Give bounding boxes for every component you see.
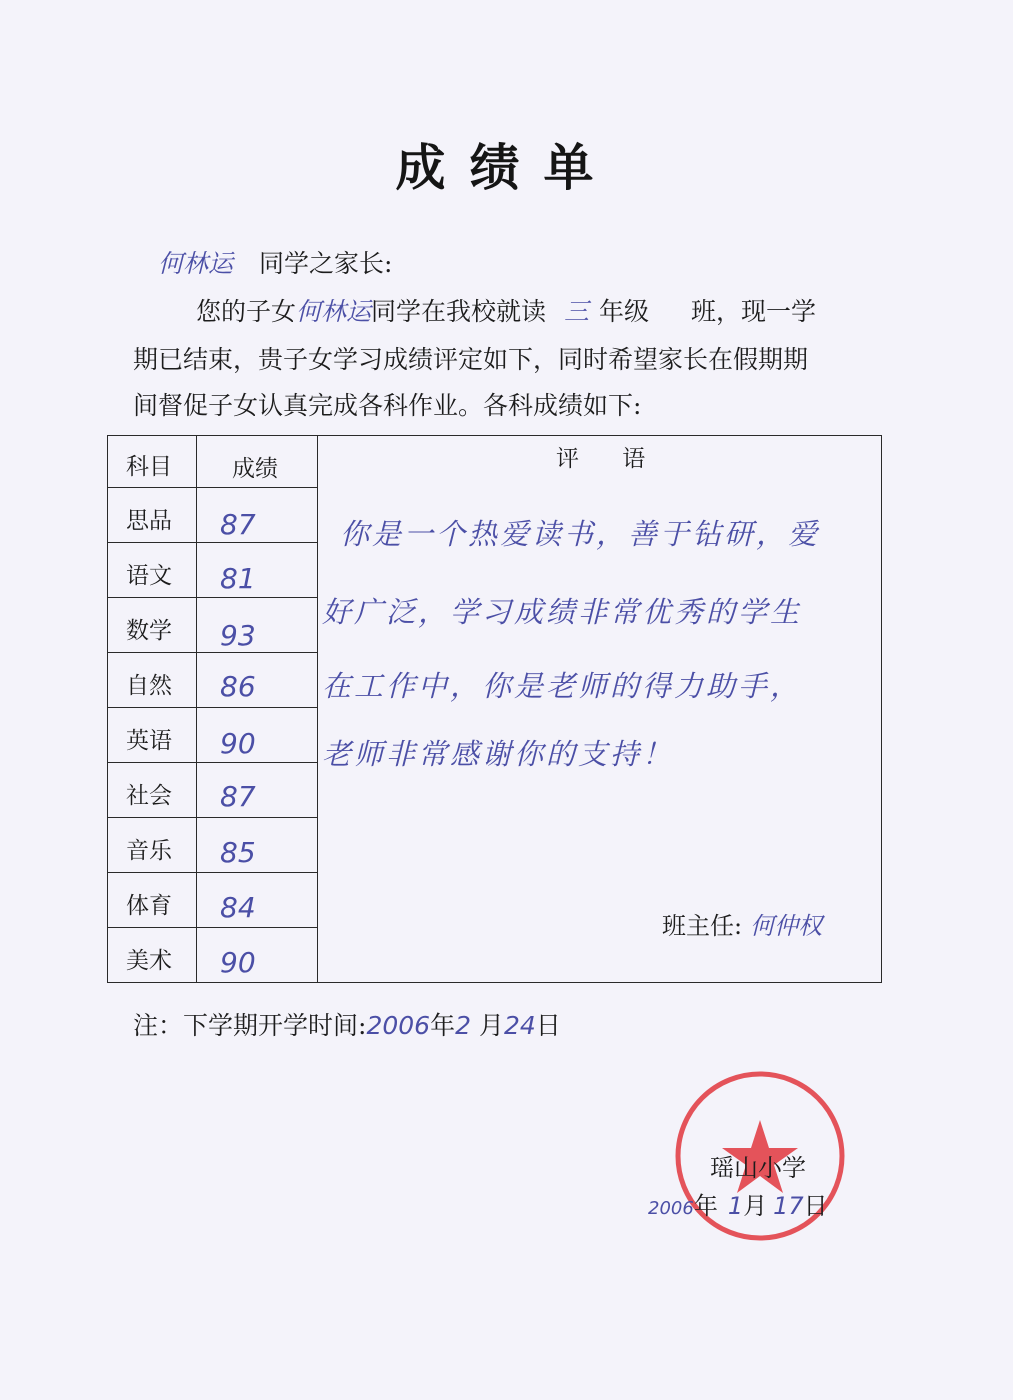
issue-day: 17 [773, 1192, 804, 1220]
subject-cell: 思品 [126, 508, 172, 534]
header-comment: 评 语 [556, 446, 664, 472]
table-divider [196, 436, 197, 982]
score-cell: 90 [220, 946, 256, 979]
para1-class: 班，现一学 [690, 297, 816, 326]
subject-cell: 音乐 [126, 838, 172, 864]
row-divider [108, 597, 318, 598]
issue-year-unit: 年 [693, 1192, 718, 1220]
student-name: 何林运 [158, 249, 234, 278]
note-day: 24 [504, 1011, 536, 1040]
subject-cell: 美术 [126, 948, 172, 974]
issue-year: 2006 [648, 1198, 694, 1219]
para1-prefix: 您的子女 [196, 297, 297, 326]
page-title: 成绩单 [395, 139, 618, 197]
subject-cell: 语文 [126, 563, 172, 589]
note-label: 注：下学期开学时间: [133, 1011, 367, 1040]
teacher-signature [662, 906, 822, 941]
score-cell: 86 [220, 670, 256, 703]
score-cell: 93 [220, 619, 256, 652]
student-name-inline: 何林运 [296, 297, 372, 326]
subject-cell: 体育 [126, 893, 172, 919]
subject-cell: 数学 [126, 618, 172, 644]
row-divider [108, 927, 318, 928]
paragraph-line-1 [196, 292, 816, 328]
para1-mid: 同学在我校就读 [371, 297, 547, 326]
issue-month-unit: 月 [743, 1192, 768, 1220]
row-divider [108, 707, 318, 708]
row-divider [108, 487, 318, 488]
note-year: 2006 [366, 1011, 431, 1040]
note-year-unit: 年 [430, 1011, 456, 1040]
header-subject: 科目 [126, 454, 172, 480]
subject-cell: 英语 [126, 728, 172, 754]
row-divider [108, 762, 318, 763]
score-cell: 87 [220, 780, 256, 813]
paragraph-line-2: 期已结束，贵子女学习成绩评定如下，同时希望家长在假期期 [133, 345, 809, 374]
row-divider [108, 542, 318, 543]
issue-day-unit: 日 [803, 1192, 828, 1220]
comment-line: 在工作中，你是老师的得力助手， [322, 669, 803, 703]
teacher-label: 班主任: [662, 912, 743, 940]
issue-month: 1 [727, 1192, 744, 1220]
score-cell: 81 [220, 562, 256, 595]
note-month: 2 [455, 1011, 471, 1040]
row-divider [108, 872, 318, 873]
school-name: 瑶山小学 [710, 1154, 806, 1182]
note-month-unit: 月 [478, 1011, 504, 1040]
table-divider [317, 436, 318, 982]
issue-date [648, 1186, 828, 1221]
row-divider [108, 817, 318, 818]
row-divider [108, 652, 318, 653]
grade-value: 三 [564, 297, 590, 326]
subject-cell: 自然 [126, 673, 172, 699]
para1-grade: 年级 [599, 297, 650, 326]
header-score: 成绩 [232, 456, 278, 482]
subject-cell: 社会 [126, 783, 172, 809]
score-cell: 85 [220, 836, 256, 869]
salutation-line [158, 244, 392, 280]
next-term-note [133, 1006, 561, 1042]
score-cell: 90 [220, 727, 256, 760]
salutation-text: 同学之家长: [258, 249, 393, 278]
paragraph-line-3: 间督促子女认真完成各科作业。各科成绩如下: [133, 391, 642, 420]
comment-line: 你是一个热爱读书，善于钻研，爱 [340, 517, 821, 551]
score-cell: 87 [220, 508, 256, 541]
teacher-name: 何仲权 [750, 912, 823, 940]
score-cell: 84 [220, 891, 256, 924]
note-day-unit: 日 [535, 1011, 561, 1040]
comment-line: 老师非常感谢你的支持！ [322, 737, 675, 771]
comment-line: 好广泛，学习成绩非常优秀的学生 [322, 595, 803, 629]
